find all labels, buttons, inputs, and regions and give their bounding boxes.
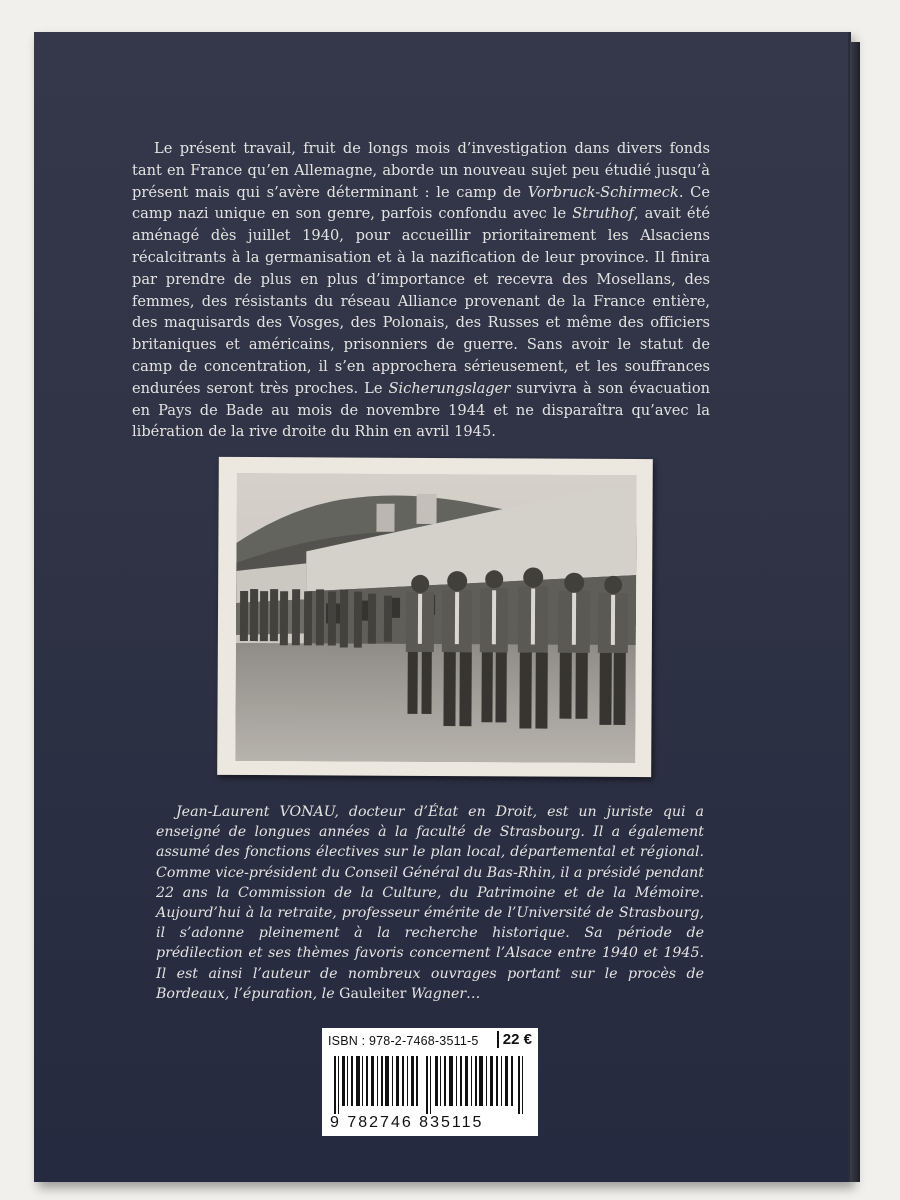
barcode-label [322, 1028, 538, 1136]
summary-part-2: . Ce camp nazi unique en son genre, parfois confondu avec le [132, 183, 710, 223]
author-bio-text: Jean-Laurent VONAU, docteur d’État en Droit, est un juriste qui a enseigné de longues années à la faculté de Strasbourg. Il a également assumé des fonctions électives sur le plan local, départemental et régional. Comme vice-président du Conseil Général du Bas-Rhin, il a présidé pendant 22 ans la Commission de la Culture, du Patrimoine et de la Mémoire. Aujourd’hui à la retraite, professeur émérite de l’Université de Strasbourg, il s’adonne pleinement à la recherche historique. Sa période de prédilection et ses thèmes favoris concernent l’Alsace entre 1940 et 1945. Il est ainsi l’auteur de nombreux ouvrages portant sur le procès de Bordeaux, l’épuration, le [156, 804, 704, 1002]
camp-name: Vorbruck-Schirmeck [527, 183, 679, 201]
summary-part-3: , avait été aménagé dès juillet 1940, pour accueillir prioritairement les Alsaciens récalcitrants à la germanisation et à la nazification de leur province. Il finira par prendre de plus en plus d’importance et recevra des Mosellans, des femmes, des résistants du réseau Alliance provenant de la France entière, des maquisards des Vosges, des Polonais, des Russes et même des officiers britaniques et américains, prisonniers de guerre. Sans avoir le statut de camp de concentration, il s’en approchera sérieusement, et les souffrances endurées seront très proches. Le [132, 205, 710, 397]
gauleiter-word: Gauleiter [339, 985, 407, 1002]
summary-text [132, 138, 710, 443]
author-bio [156, 802, 704, 1004]
isbn-text: ISBN : 978-2-7468-3511-5 [328, 1034, 479, 1048]
struthof-name: Struthof [572, 205, 634, 223]
sicherungslager-name: Sicherungslager [388, 379, 511, 397]
vintage-photo-frame [217, 457, 653, 777]
summary-part-1: Le présent travail, fruit de longs mois d’investigation dans divers fonds tant en France qu’en Allemagne, aborde un nouveau sujet peu étudié jusqu’à présent mais qui s’avère déterminant : le camp de [132, 140, 710, 201]
wagner-word: Wagner… [406, 985, 481, 1002]
vintage-photo-icon [235, 473, 637, 763]
barcode-digits: 9 782746 835115 [330, 1114, 484, 1131]
price-text: 22 € [497, 1031, 532, 1048]
camp-photo [235, 473, 637, 763]
summary-part-4: survivra à son évacuation en Pays de Bade au mois de novembre 1944 et ne disparaîtra qu’avec la libération de la rive droite du Rhin en avril 1945. [132, 379, 710, 441]
barcode-icon [332, 1056, 528, 1114]
